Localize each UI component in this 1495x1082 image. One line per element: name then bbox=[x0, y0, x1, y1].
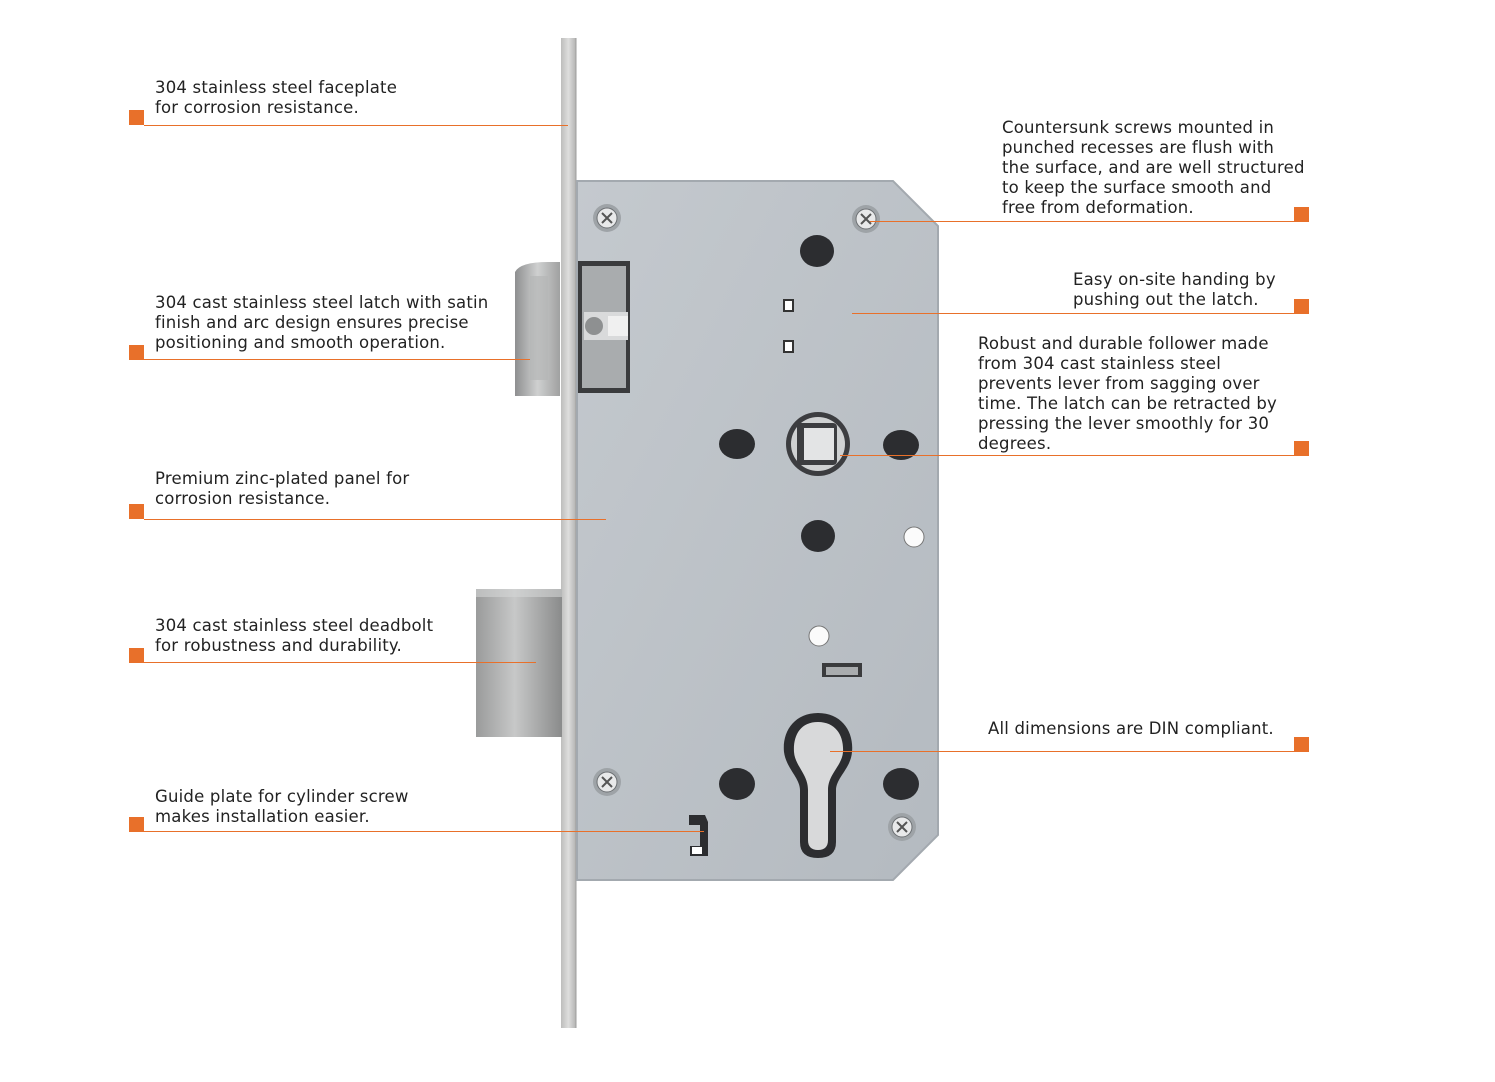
callout-text: finish and arc design ensures precise bbox=[155, 313, 469, 332]
callout-text: degrees. bbox=[978, 434, 1052, 453]
callout-text: free from deformation. bbox=[1002, 198, 1194, 217]
leader-line bbox=[852, 313, 1294, 314]
callout-text: All dimensions are DIN compliant. bbox=[988, 719, 1274, 738]
callout-text: the surface, and are well structured bbox=[1002, 158, 1305, 177]
callout-deadbolt bbox=[155, 616, 433, 656]
callout-text: makes installation easier. bbox=[155, 807, 370, 826]
callout-text: 304 cast stainless steel deadbolt bbox=[155, 616, 434, 635]
callout-text: Guide plate for cylinder screw bbox=[155, 787, 409, 806]
leader-line bbox=[840, 455, 1294, 456]
leader-line bbox=[144, 831, 704, 832]
lock-case bbox=[577, 181, 938, 880]
callout-marker bbox=[1294, 207, 1309, 222]
faceplate bbox=[561, 38, 576, 1028]
callout-panel bbox=[155, 469, 409, 509]
leader-line bbox=[144, 662, 536, 663]
callout-guide-plate bbox=[155, 787, 409, 827]
callout-text: positioning and smooth operation. bbox=[155, 333, 446, 352]
screw-icon bbox=[888, 813, 916, 841]
callout-marker bbox=[129, 648, 144, 663]
callout-marker bbox=[1294, 299, 1309, 314]
leader-line bbox=[830, 751, 1294, 752]
screw-icon bbox=[593, 204, 621, 232]
callout-din bbox=[988, 719, 1274, 739]
callout-faceplate bbox=[155, 78, 397, 118]
callout-marker bbox=[129, 504, 144, 519]
leader-line bbox=[870, 221, 1294, 222]
callout-text: Robust and durable follower made bbox=[978, 334, 1269, 353]
callout-text: prevents lever from sagging over bbox=[978, 374, 1260, 393]
callout-text: from 304 cast stainless steel bbox=[978, 354, 1222, 373]
callout-text: punched recesses are flush with bbox=[1002, 138, 1275, 157]
follower bbox=[786, 412, 850, 476]
callout-marker bbox=[129, 817, 144, 832]
callout-latch bbox=[155, 293, 488, 353]
callout-handing bbox=[1073, 270, 1276, 310]
leader-line bbox=[144, 519, 606, 520]
callout-text: 304 cast stainless steel latch with satin bbox=[155, 293, 489, 312]
callout-text: Premium zinc-plated panel for bbox=[155, 469, 410, 488]
callout-text: for robustness and durability. bbox=[155, 636, 402, 655]
callout-follower bbox=[978, 334, 1277, 454]
callout-text: Easy on-site handing by bbox=[1073, 270, 1276, 289]
callout-text: corrosion resistance. bbox=[155, 489, 331, 508]
callout-marker bbox=[1294, 441, 1309, 456]
callout-text: Countersunk screws mounted in bbox=[1002, 118, 1275, 137]
callout-text: pressing the lever smoothly for 30 bbox=[978, 414, 1270, 433]
callout-marker bbox=[129, 345, 144, 360]
callout-screws bbox=[1002, 118, 1305, 218]
leader-line bbox=[144, 125, 568, 126]
callout-marker bbox=[1294, 737, 1309, 752]
callout-text: for corrosion resistance. bbox=[155, 98, 359, 117]
callout-text: to keep the surface smooth and bbox=[1002, 178, 1272, 197]
callout-text: pushing out the latch. bbox=[1073, 290, 1259, 309]
callout-marker bbox=[129, 110, 144, 125]
callout-text: 304 stainless steel faceplate bbox=[155, 78, 398, 97]
deadbolt bbox=[476, 589, 562, 737]
screw-icon bbox=[593, 768, 621, 796]
leader-line bbox=[144, 359, 530, 360]
callout-text: time. The latch can be retracted by bbox=[978, 394, 1277, 413]
screw-icon bbox=[852, 205, 880, 233]
